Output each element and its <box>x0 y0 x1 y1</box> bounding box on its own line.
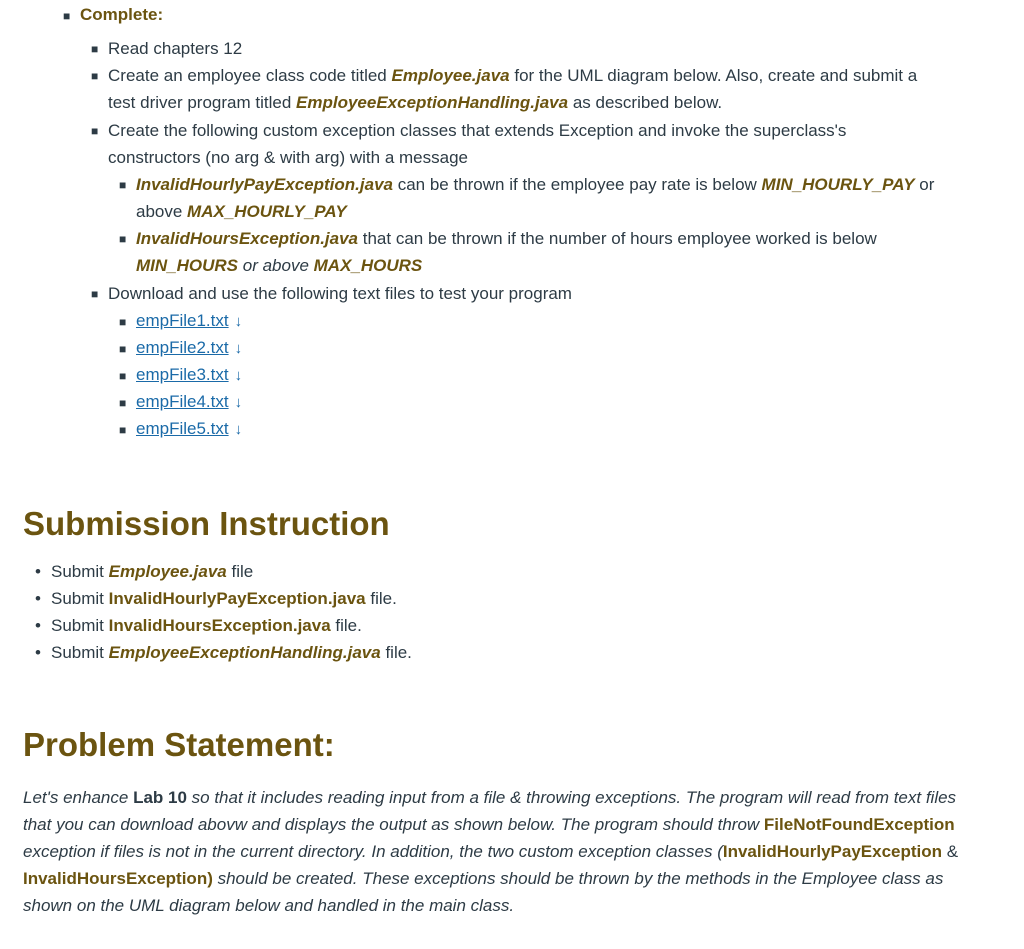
bullet-icon: ■ <box>119 315 127 329</box>
create-employee-item-line2: test driver program titled EmployeeExceptionHandling.java as described below. <box>108 93 723 112</box>
submission-heading: Submission Instruction <box>23 505 390 542</box>
hours-exception-item-line2: MIN_HOURS or above MAX_HOURS <box>136 256 423 275</box>
download-icon[interactable]: ↓ <box>234 313 243 330</box>
submit-item-3: Submit InvalidHoursException.java file. <box>51 616 362 635</box>
empfile3-link[interactable]: empFile3.txt <box>136 365 229 384</box>
bullet-icon: ■ <box>91 124 99 138</box>
problem-line-1: Let's enhance Lab 10 so that it includes reading input from a file & throwing exceptions. The program will read from text files <box>23 788 957 807</box>
bullet-icon: ■ <box>119 396 127 410</box>
download-icon[interactable]: ↓ <box>234 340 243 357</box>
hours-exception-item: InvalidHoursException.java that can be thrown if the number of hours employee worked is below <box>136 229 877 248</box>
pay-exception-item: InvalidHourlyPayException.java can be thrown if the employee pay rate is below MIN_HOURLY_PAY or <box>136 175 935 194</box>
bullet-icon: ■ <box>91 69 99 83</box>
download-icon[interactable]: ↓ <box>234 367 243 384</box>
create-exceptions-item-line2: constructors (no arg & with arg) with a message <box>108 148 468 167</box>
problem-line-2: that you can download abovw and displays the output as shown below. The program should throw FileNotFoundException <box>23 815 955 834</box>
bullet-icon: ■ <box>91 287 99 301</box>
problem-heading: Problem Statement: <box>23 726 335 763</box>
submit-item-1: Submit Employee.java file <box>51 562 254 581</box>
empfile2-link[interactable]: empFile2.txt <box>136 338 229 357</box>
bullet-icon: ■ <box>119 232 127 246</box>
empfile4-link[interactable]: empFile4.txt <box>136 392 229 411</box>
download-icon[interactable]: ↓ <box>234 421 243 438</box>
bullet-icon: • <box>35 589 41 608</box>
download-item: Download and use the following text files to test your program <box>108 284 572 303</box>
bullet-icon: ■ <box>119 342 127 356</box>
driver-file-name: EmployeeExceptionHandling.java <box>296 93 569 112</box>
bullet-icon: ■ <box>63 9 71 23</box>
bullet-icon: • <box>35 562 41 581</box>
complete-heading: Complete: <box>80 5 164 24</box>
submit-item-2: Submit InvalidHourlyPayException.java file. <box>51 589 397 608</box>
bullet-icon: • <box>35 643 41 662</box>
read-chapters-item: Read chapters 12 <box>108 39 243 58</box>
bullet-icon: ■ <box>119 423 127 437</box>
problem-line-4: InvalidHoursException) should be created. These exceptions should be thrown by the methods in the Employee class as <box>23 869 944 888</box>
problem-line-5: shown on the UML diagram below and handled in the main class. <box>23 896 515 915</box>
create-exceptions-item: Create the following custom exception classes that extends Exception and invoke the superclass's <box>108 121 847 140</box>
download-icon[interactable]: ↓ <box>234 394 243 411</box>
bullet-icon: ■ <box>91 42 99 56</box>
problem-line-3: exception if files is not in the current directory. In addition, the two custom exception classes (InvalidHourlyPayException & <box>23 842 959 861</box>
submit-item-4: Submit EmployeeExceptionHandling.java file. <box>51 643 412 662</box>
employee-file-name: Employee.java <box>391 66 510 85</box>
empfile5-link[interactable]: empFile5.txt <box>136 419 229 438</box>
empfile1-link[interactable]: empFile1.txt <box>136 311 229 330</box>
bullet-icon: ■ <box>119 369 127 383</box>
bullet-icon: • <box>35 616 41 635</box>
pay-exception-item-line2: above MAX_HOURLY_PAY <box>136 202 347 221</box>
bullet-icon: ■ <box>119 178 127 192</box>
create-employee-item: Create an employee class code titled Employee.java for the UML diagram below. Also, create and submit a <box>108 66 918 85</box>
